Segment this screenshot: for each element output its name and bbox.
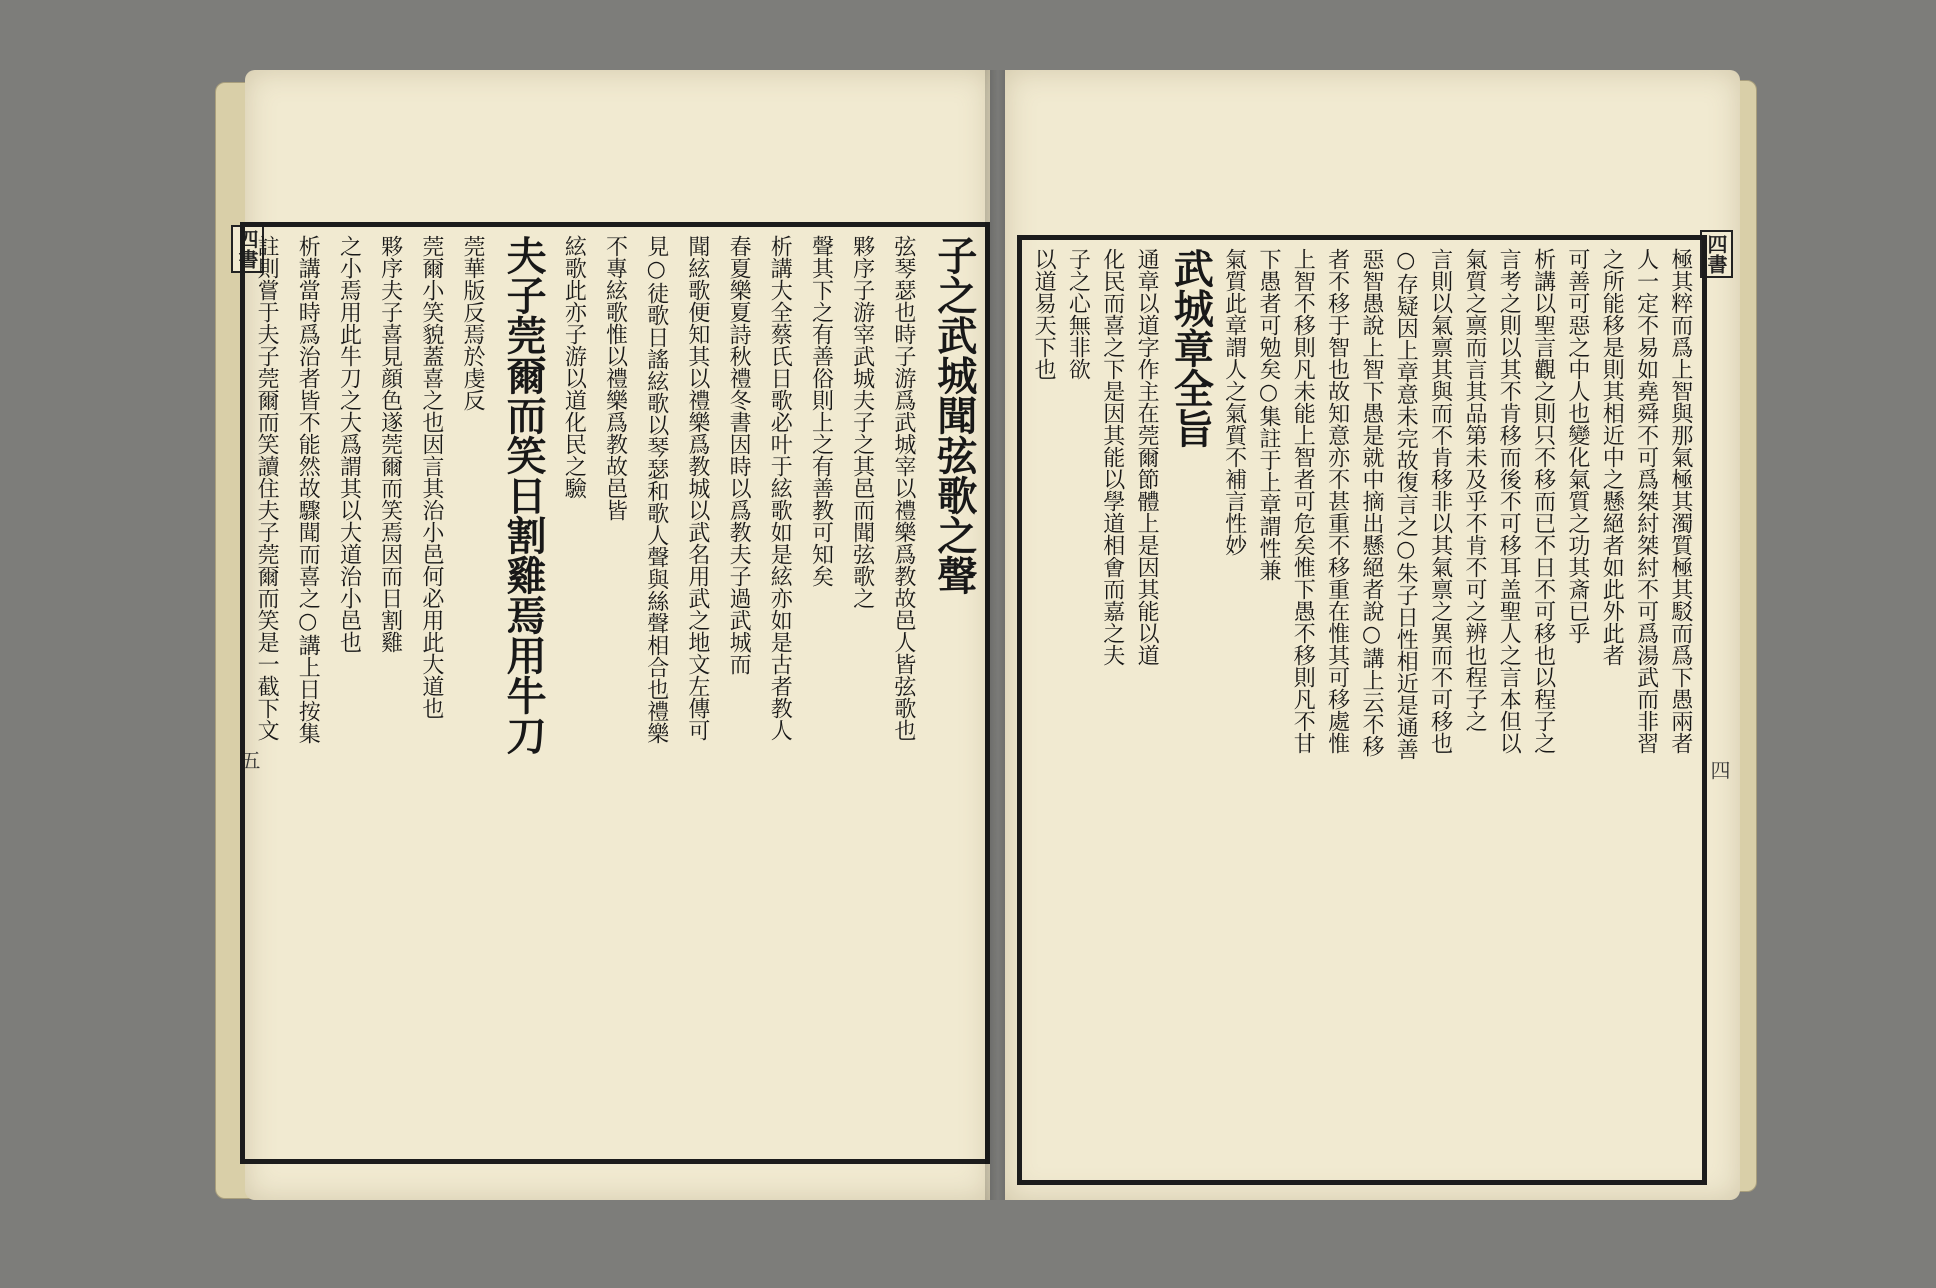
left-text-columns bbox=[254, 235, 978, 1151]
text-column: 析講以聖言觀之則只不移而已不日不可移也以程子之 bbox=[1530, 248, 1556, 754]
text-column: 子之心無非欲 bbox=[1065, 248, 1091, 380]
left-margin-title: 四書 bbox=[231, 225, 264, 273]
right-leaf-number: 四 bbox=[1707, 760, 1731, 780]
text-column: 子之武城聞弦歌之聲 bbox=[930, 235, 978, 595]
text-column: 聲其下之有善俗則上之有善教可知矣 bbox=[808, 235, 834, 587]
text-column: 析講當時爲治者皆不能然故驟聞而喜之○講上日按集 bbox=[295, 235, 321, 744]
text-column: 夥序子游宰武城夫子之其邑而聞弦歌之 bbox=[849, 235, 875, 609]
text-column: 惡智愚說上智下愚是就中摘出懸絕者說○講上云不移 bbox=[1358, 248, 1384, 757]
left-page bbox=[235, 70, 990, 1200]
text-column: 聞絃歌便知其以禮樂爲教城以武名用武之地文左傳可 bbox=[684, 235, 710, 741]
text-column: 下愚者可勉矣○集註于上章謂性兼 bbox=[1255, 248, 1281, 581]
text-column: 不專絃歌惟以禮樂爲教故邑皆 bbox=[602, 235, 628, 521]
text-column: 夫子莞爾而笑日割雞焉用牛刀 bbox=[500, 235, 548, 755]
text-column: 言則以氣禀其與而不肯移非以其氣禀之異而不可移也 bbox=[1427, 248, 1453, 754]
text-column: 莞華版反焉於虔反 bbox=[460, 235, 486, 411]
text-column: 夥序夫子喜見顔色遂莞爾而笑焉因而日割雞 bbox=[377, 235, 403, 653]
text-column: 析講大全蔡氏日歌必叶于絃歌如是絃亦如是古者教人 bbox=[767, 235, 793, 741]
text-column: 莞爾小笑貌蓋喜之也因言其治小邑何必用此大道也 bbox=[418, 235, 444, 719]
left-text-frame bbox=[240, 222, 990, 1164]
right-text-columns bbox=[1032, 248, 1692, 1172]
right-margin-title: 四書 bbox=[1700, 230, 1733, 278]
text-column: 上智不移則凡未能上智者可危矣惟下愚不移則凡不甘 bbox=[1290, 248, 1316, 754]
left-leaf-number: 五 bbox=[237, 750, 261, 770]
right-text-frame bbox=[1017, 235, 1707, 1185]
text-column: 弦琴瑟也時子游爲武城宰以禮樂爲教故邑人皆弦歌也 bbox=[890, 235, 916, 741]
open-book bbox=[215, 70, 1755, 1220]
text-column: 氣質此章謂人之氣質不補言性妙 bbox=[1221, 248, 1247, 556]
text-column: 氣質之禀而言其品第未及乎不肯不可之辨也程子之 bbox=[1461, 248, 1487, 732]
text-column: 以道易天下也 bbox=[1031, 248, 1057, 380]
text-column: 武城章全旨 bbox=[1167, 248, 1215, 448]
text-column: 通章以道字作主在莞爾節體上是因其能以道 bbox=[1134, 248, 1160, 666]
text-column: 言考之則以其不肯移而後不可移耳盖聖人之言本但以 bbox=[1496, 248, 1522, 754]
text-column: 春夏樂夏詩秋禮冬書因時以爲教夫子過武城而 bbox=[726, 235, 752, 675]
text-column: 極其粹而爲上智與那氣極其濁質極其駁而爲下愚兩者 bbox=[1667, 248, 1693, 754]
text-column: 註則嘗于夫子莞爾而笑讀住夫子莞爾而笑是一截下文 bbox=[254, 235, 280, 741]
text-column: 絃歌此亦子游以道化民之驗 bbox=[561, 235, 587, 499]
text-column: 可善可惡之中人也變化氣質之功其斎已乎 bbox=[1564, 248, 1590, 644]
text-column: 者不移于智也故知意亦不甚重不移重在惟其可移處惟 bbox=[1324, 248, 1350, 754]
text-column: ○存疑因上章意未完故復言之○朱子日性相近是通善 bbox=[1393, 248, 1419, 760]
text-column: 見○徒歌日謠絃歌以琴瑟和歌人聲與絲聲相合也禮樂 bbox=[643, 235, 669, 744]
text-column: 人一定不易如堯舜不可爲桀紂桀紂不可爲湯武而非習 bbox=[1633, 248, 1659, 754]
right-page bbox=[1005, 70, 1740, 1200]
text-column: 之小焉用此牛刀之大爲謂其以大道治小邑也 bbox=[336, 235, 362, 653]
text-column: 化民而喜之下是因其能以學道相㑹而嘉之夫 bbox=[1099, 248, 1125, 666]
text-column: 之所能移是則其相近中之懸絕者如此外此者 bbox=[1599, 248, 1625, 666]
